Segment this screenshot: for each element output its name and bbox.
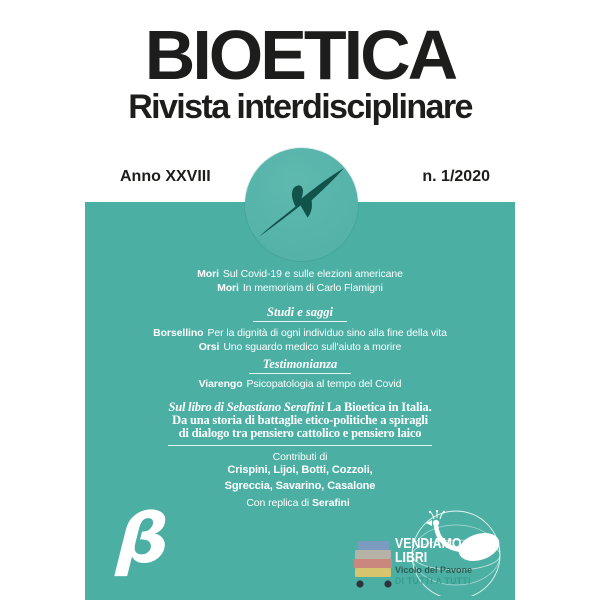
toc-author: Borsellino xyxy=(153,327,204,339)
bookshop-word-vendiamo: VENDIAMO xyxy=(395,536,462,552)
wheel-icon xyxy=(356,580,363,587)
toc-title: Sul Covid-19 e sulle elezioni americane xyxy=(222,268,403,280)
contributors-label: Contributi di xyxy=(272,451,328,463)
toc-entry xyxy=(85,268,515,281)
seagull-icon xyxy=(245,148,358,261)
toc-author: Orsi xyxy=(198,341,220,353)
toc-entry xyxy=(85,282,515,295)
feature-inner xyxy=(168,401,431,446)
cover-title: BIOETICA xyxy=(144,16,456,94)
cover-subtitle: Rivista interdisciplinare xyxy=(128,88,472,126)
year-label: Anno XXVIII xyxy=(120,168,211,185)
issue-number-label: n. 1/2020 xyxy=(422,168,490,185)
bird-circle-emblem xyxy=(245,148,358,261)
replica-name: Serafini xyxy=(311,497,350,509)
book-stack-icon xyxy=(354,541,392,588)
feature-block xyxy=(85,401,515,446)
feature-line3: di dialogo tra pensiero cattolico e pensiero laico xyxy=(178,426,422,441)
toc-author: Mori xyxy=(217,282,239,294)
toc-entry xyxy=(85,378,515,391)
toc-entry xyxy=(85,341,515,354)
toc-title: Per la dignità di ogni individuo sino alla fine della vita xyxy=(207,327,447,339)
toc-title: Uno sguardo medico sull'aiuto a morire xyxy=(223,341,402,353)
replica-prefix: Con replica di xyxy=(246,497,310,509)
beta-publisher-logo: β xyxy=(107,500,180,579)
wheel-icon xyxy=(384,580,391,587)
bookshop-word-libri: LIBRI xyxy=(395,550,428,566)
section-heading-studi-e-saggi xyxy=(85,306,515,322)
feature-title-bold: La Bioetica in Italia. xyxy=(326,400,432,414)
bookshop-name: Vicolo del Pavone xyxy=(395,565,473,576)
toc-author: Mori xyxy=(197,268,219,280)
contributors-line: Sgreccia, Savarino, Casalone xyxy=(224,480,376,492)
feature-line2: Da una storia di battaglie etico-politiche a spiragli xyxy=(172,413,428,428)
bookshop-logo xyxy=(346,510,508,596)
section-heading-text: Testimonianza xyxy=(249,358,352,374)
contributors-line: Crispini, Lijoi, Botti, Cozzoli, xyxy=(227,464,373,476)
toc-entry xyxy=(85,327,515,340)
toc-author: Viarengo xyxy=(198,378,243,390)
bookshop-slogan: DI TUTTI A TUTTI xyxy=(395,576,471,586)
feature-lead-italic: Sul libro di Sebastiano Serafini xyxy=(168,400,324,414)
toc-title: In memoriam di Carlo Flamigni xyxy=(242,282,383,294)
section-heading-testimonianza xyxy=(85,358,515,374)
toc-title: Psicopatologia al tempo del Covid xyxy=(246,378,402,390)
section-heading-text: Studi e saggi xyxy=(253,306,347,322)
